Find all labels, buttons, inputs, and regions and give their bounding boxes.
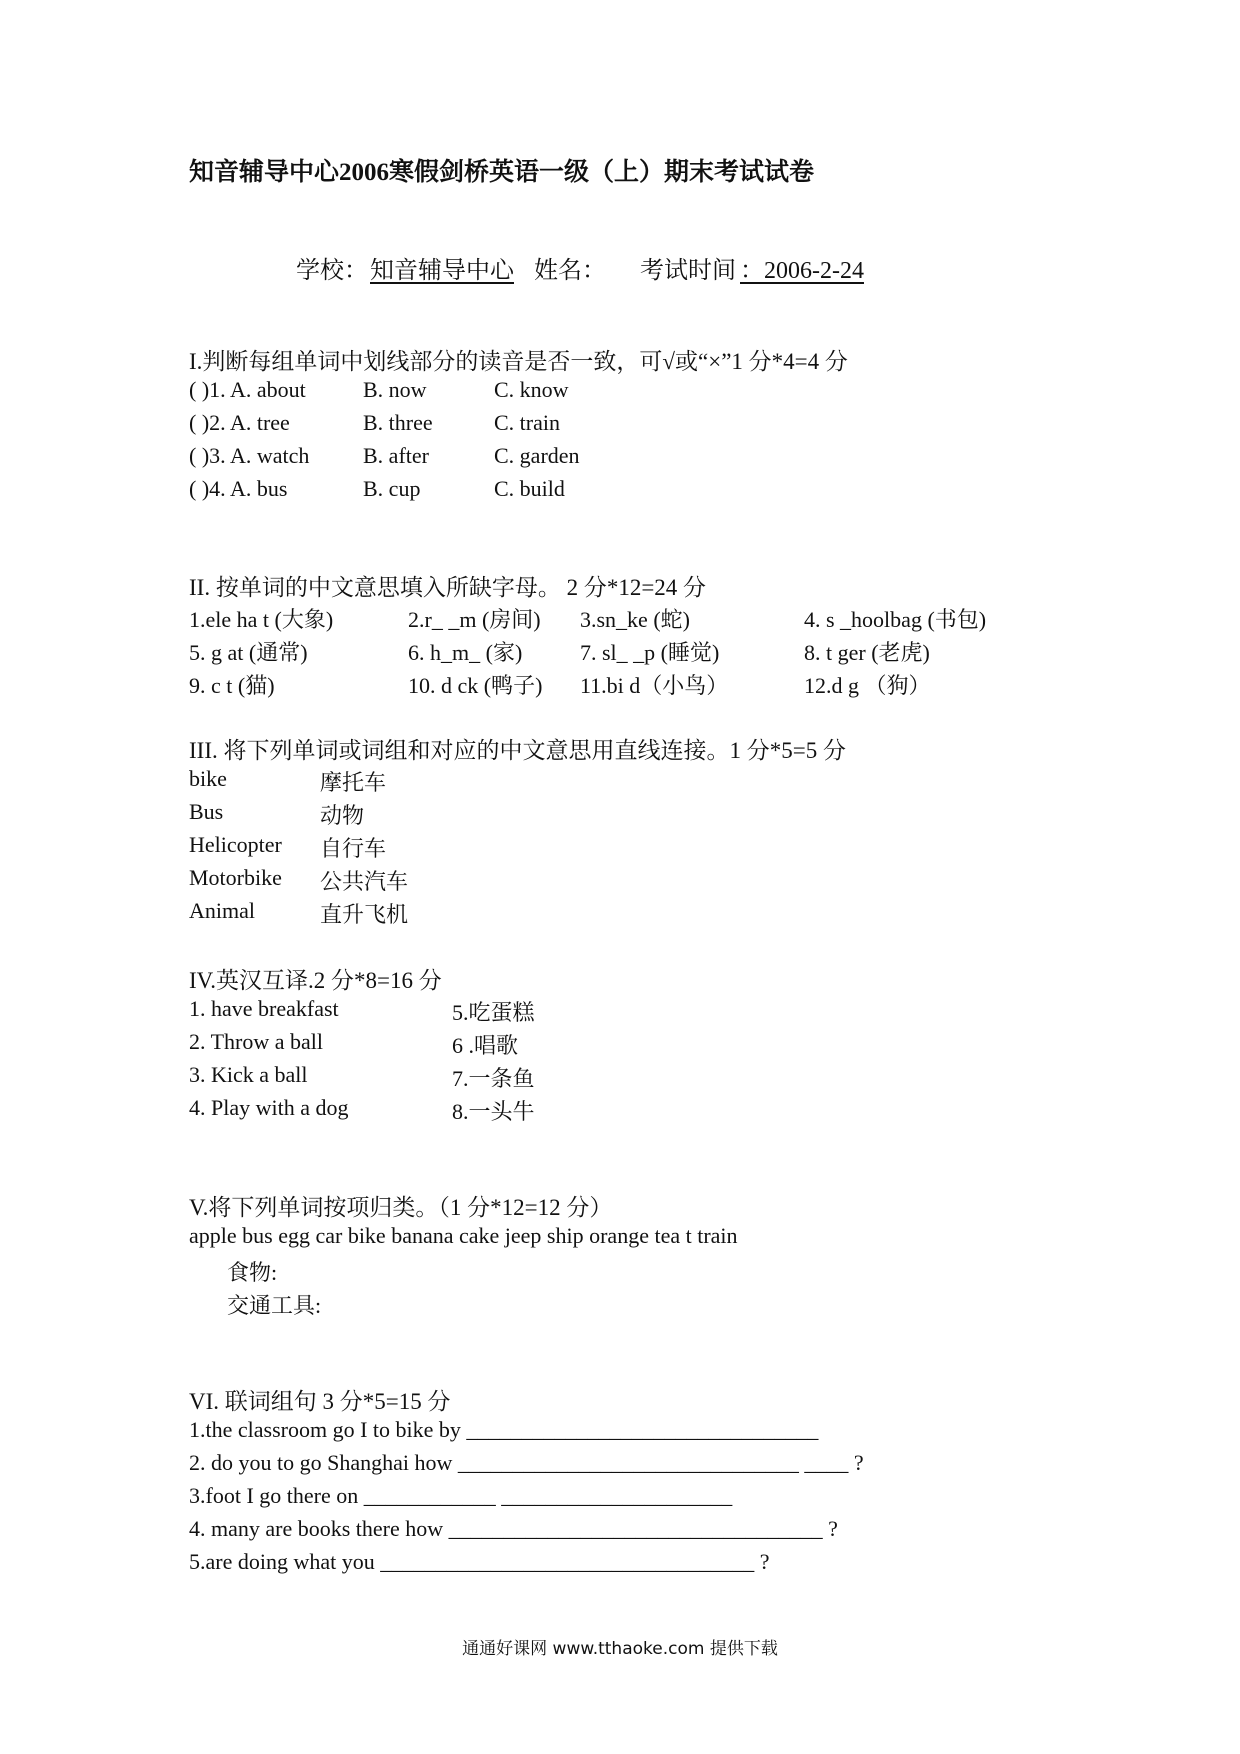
s2-item: 5. g at (通常) — [189, 640, 308, 665]
s4-right: 7.一条鱼 — [452, 1066, 535, 1091]
s4-right: 5.吃蛋糕 — [452, 1000, 535, 1025]
s1-item-a: ( )3. A. watch — [189, 443, 310, 468]
s2-item: 12.d g （狗） — [804, 673, 931, 698]
s1-item-b: B. after — [363, 443, 429, 468]
section-6-heading: VI. 联词组句 3 分*5=15 分 — [189, 1389, 451, 1414]
s1-item-c: C. know — [494, 377, 569, 402]
s2-item: 8. t ger (老虎) — [804, 640, 930, 665]
s1-item-b: B. three — [363, 410, 433, 435]
page-title: 知音辅导中心2006寒假剑桥英语一级（上）期末考试试卷 — [189, 159, 815, 186]
s4-left: 1. have breakfast — [189, 996, 339, 1021]
s5-transport-label: 交通工具: — [227, 1293, 322, 1318]
s3-english: Motorbike — [189, 865, 282, 890]
s4-left: 2. Throw a ball — [189, 1029, 324, 1054]
s4-right: 6 .唱歌 — [452, 1033, 519, 1058]
s1-item-c: C. train — [494, 410, 560, 435]
s3-chinese: 摩托车 — [320, 770, 387, 795]
s4-left: 3. Kick a ball — [189, 1062, 308, 1087]
s1-item-c: C. build — [494, 476, 565, 501]
s2-item: 6. h_m_ (家) — [408, 640, 523, 665]
s1-item-a: ( )2. A. tree — [189, 410, 290, 435]
s1-item-c: C. garden — [494, 443, 580, 468]
s2-item: 4. s _hoolbag (书包) — [804, 607, 987, 632]
section-3-heading: III. 将下列单词或词组和对应的中文意思用直线连接。1 分*5=5 分 — [189, 738, 846, 763]
s5-food-label: 食物: — [227, 1260, 278, 1285]
s3-chinese: 直升飞机 — [320, 902, 409, 927]
school-value: 知音辅导中心 — [370, 258, 514, 284]
section-2-heading: II. 按单词的中文意思填入所缺字母。 2 分*12=24 分 — [189, 575, 707, 600]
s3-chinese: 动物 — [320, 803, 365, 828]
exam-time-value: ：2006-2-24 — [740, 258, 864, 284]
footer-source: 通通好课网 www.tthaoke.com 提供下载 — [462, 1639, 778, 1659]
s1-item-b: B. now — [363, 377, 427, 402]
s6-item: 2. do you to go Shanghai how _______________________________ ____ ? — [189, 1450, 864, 1475]
s6-item: 4. many are books there how __________________________________ ? — [189, 1516, 838, 1541]
s3-english: Helicopter — [189, 832, 282, 857]
s3-english: bike — [189, 766, 227, 791]
s3-chinese: 公共汽车 — [320, 869, 409, 894]
s6-item: 1.the classroom go I to bike by ________________________________ — [189, 1417, 819, 1442]
s1-item-b: B. cup — [363, 476, 421, 501]
section-4-heading: IV.英汉互译.2 分*8=16 分 — [189, 968, 442, 993]
s3-english: Bus — [189, 799, 224, 824]
s6-item: 5.are doing what you __________________________________ ? — [189, 1549, 770, 1574]
s6-item: 3.foot I go there on ____________ _____________________ — [189, 1483, 733, 1508]
exam-time-label: 考试时间 — [640, 258, 736, 284]
s5-words: apple bus egg car bike banana cake jeep ship orange tea t train — [189, 1223, 738, 1248]
school-label: 学校： — [296, 258, 368, 284]
s2-item: 3.sn_ke (蛇) — [580, 607, 690, 632]
s2-item: 2.r_ _m (房间) — [408, 607, 541, 632]
s2-item: 9. c t (猫) — [189, 673, 275, 698]
s3-english: Animal — [189, 898, 255, 923]
s4-left: 4. Play with a dog — [189, 1095, 349, 1120]
section-1-heading: I.判断每组单词中划线部分的读音是否一致，可√或“×”1 分*4=4 分 — [189, 349, 848, 374]
s1-item-a: ( )1. A. about — [189, 377, 306, 402]
name-label: 姓名： — [534, 258, 606, 284]
s2-item: 7. sl_ _p (睡觉) — [580, 640, 720, 665]
s2-item: 10. d ck (鸭子) — [408, 673, 543, 698]
s4-right: 8.一头牛 — [452, 1099, 535, 1124]
section-5-heading: V.将下列单词按项归类。（1 分*12=12 分） — [189, 1195, 613, 1220]
s3-chinese: 自行车 — [320, 836, 387, 861]
s1-item-a: ( )4. A. bus — [189, 476, 288, 501]
s2-item: 11.bi d（小鸟） — [580, 673, 729, 698]
s2-item: 1.ele ha t (大象) — [189, 607, 334, 632]
